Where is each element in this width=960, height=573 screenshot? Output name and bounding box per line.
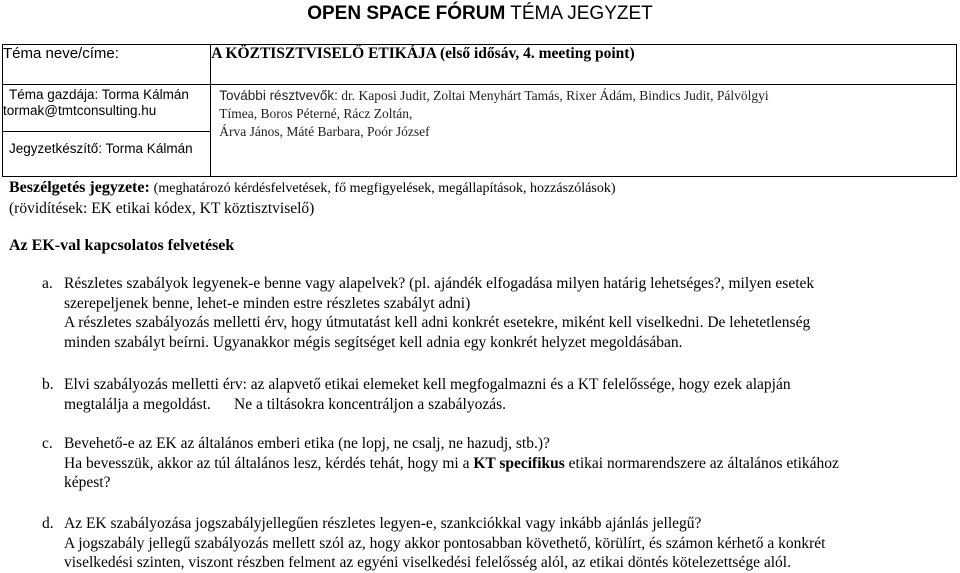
notes-heading-rest: (meghatározó kérdésfelvetések, fő megfigyelések, megállapítások, hozzászólások) xyxy=(153,181,616,196)
owner-cell xyxy=(3,85,211,177)
header-table xyxy=(2,44,957,177)
item-a-line-4: minden szabályt beírni. Ugyanakkor mégis segítséget kell adnia egy konkrét helyzet megoldásában. xyxy=(64,333,683,351)
notes-heading xyxy=(9,178,954,198)
list-item-d xyxy=(42,514,942,573)
abbreviations: (rövidítések: EK etikai kódex, KT köztisztviselő) xyxy=(9,200,315,217)
list-item-c xyxy=(42,434,942,493)
title-bold: OPEN SPACE FÓRUM xyxy=(307,3,506,24)
item-a-line-2: szerepeljenek benne, lehet-e minden estre részletes szabályt adni) xyxy=(64,294,471,312)
title-rest: TÉMA JEGYZET xyxy=(510,3,653,24)
item-a-letter: a. xyxy=(42,275,53,292)
notes-heading-bold: Beszélgetés jegyzete: xyxy=(9,179,150,196)
item-d-line-1: Az EK szabályozása jogszabályjellegűen részletes legyen-e, szankciókkal vagy inkább ajánlás jellegű? xyxy=(64,515,702,532)
owner-line: Téma gazdája: Torma Kálmán xyxy=(9,87,189,102)
item-a-line-1: Részletes szabályok legyenek-e benne vagy alapelvek? (pl. ajándék elfogadása milyen határig lehetséges?, milyen esetek xyxy=(64,275,815,292)
item-c-line-2-pre: Ha bevesszük, akkor az túl általános lesz, kérdés tehát, hogy mi a xyxy=(64,454,470,472)
item-c-line-2-post: etikai normarendszere az általános etikához xyxy=(568,454,839,472)
item-c-line-1: Bevehető-e az EK az általános emberi etika (ne lopj, ne csalj, ne hazudj, stb.)? xyxy=(64,435,550,452)
item-d-letter: d. xyxy=(42,515,54,532)
participants-line-1: dr. Kaposi Judit, Zoltai Menyhárt Tamás, Rixer Ádám, Bindics Judit, Pálvölgyi xyxy=(341,88,769,103)
recorder-line: Jegyzetkészítő: Torma Kálmán xyxy=(3,131,210,164)
section-title: Az EK-val kapcsolatos felvetések xyxy=(9,237,235,254)
list-item-b xyxy=(42,375,942,414)
participants-cell xyxy=(211,85,957,177)
item-d-line-3: viselkedési szinten, viszont részben felment az egyéni viselkedési felelősség alól, az etikai döntés kötelezettsége alól. xyxy=(64,554,791,571)
list-item-a xyxy=(42,274,942,352)
participants-line-3: Árva János, Máté Barbara, Poór József xyxy=(219,124,430,139)
item-c-letter: c. xyxy=(42,435,53,452)
topic-value: A KÖZTISZTVISELŐ ETIKÁJA (első idősáv, 4. meeting point) xyxy=(211,45,957,85)
item-d-line-2: A jogszabály jellegű szabályozás mellett szól az, hogy akkor pontosabban követhető, körülírt, és számon kérhető a konkrét xyxy=(64,534,826,552)
page-title xyxy=(0,2,960,26)
participants-line-2: Tímea, Boros Péterné, Rácz Zoltán, xyxy=(219,106,413,121)
item-b-line-1: Elvi szabályozás melletti érv: az alapvető etikai elemeket kell megfogalmazni és a KT felelőssége, hogy ezek alapján xyxy=(64,376,791,393)
item-b-line-2: megtalálja a megoldást. Ne a tiltásokra koncentráljon a szabályozás. xyxy=(64,395,507,413)
topic-label: Téma neve/címe: xyxy=(3,45,211,85)
owner-email: tormak@tmtconsulting.hu xyxy=(3,103,157,118)
item-c-line-2 xyxy=(64,454,942,474)
item-a-line-3: A részletes szabályozás melletti érv, hogy útmutatást kell adni konkrét esetekre, miként kell viselkedni. De lehetetlenség xyxy=(64,314,811,331)
participants-label: További résztvevők: xyxy=(219,88,338,103)
item-c-line-2-bold: KT specifikus xyxy=(473,454,565,472)
item-b-letter: b. xyxy=(42,376,54,393)
item-c-line-3: képest? xyxy=(64,474,111,491)
